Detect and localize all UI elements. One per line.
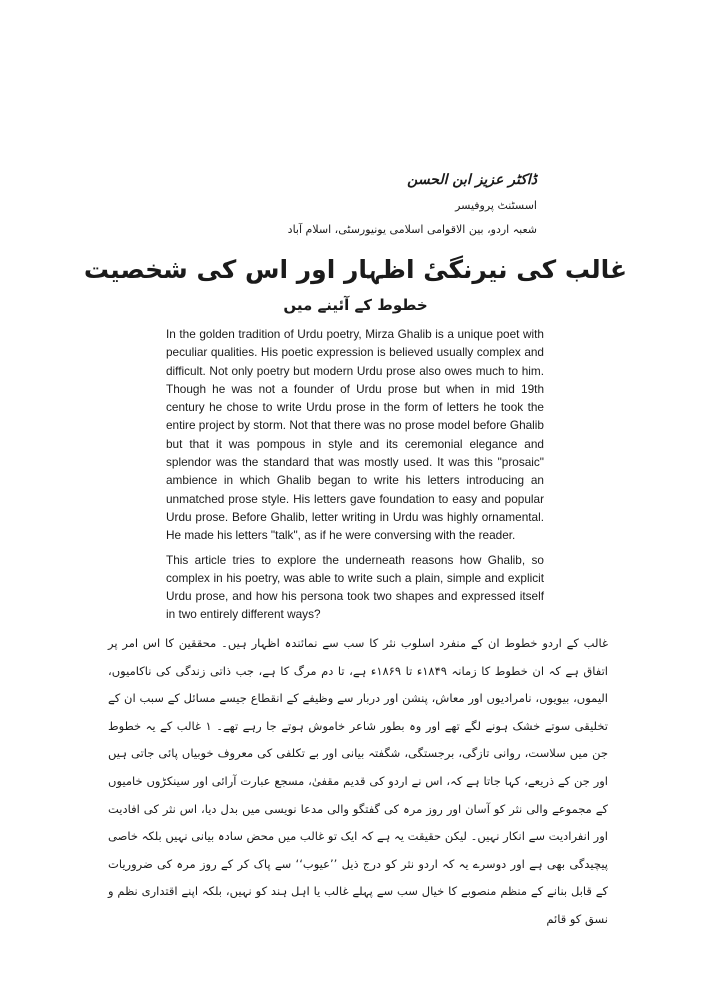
author-role: اسسٹنٹ پروفیسر bbox=[455, 199, 537, 212]
author-block bbox=[288, 170, 537, 238]
abstract-paragraph: This article tries to explore the underneath reasons how Ghalib, so complex in his poetry, was able to write such a plain, simple and explicit Urdu prose, and how his persona took two shapes and expressed itself in two entirely different ways? bbox=[166, 552, 544, 622]
urdu-body-paragraph: غالب کے اردو خطوط ان کے منفرد اسلوب نثر کا سب سے نمائندہ اظہار ہیں۔ محققین کا اس امر پر اتفاق ہے کہ ان خطوط کا زمانہ ۱۸۴۹ء تا ۱۸۶۹ء ہے، تا دم مرگ کا ہے، جب ذاتی زندگی کی ناکامیوں، الیموں، بیویوں، نامرادیوں اور معاش، پنشن اور دربار سے وظیفے کے انقطاع جیسے مسائل کے سبب ان کے تخلیقی سوتے خشک ہونے لگے تھے اور وہ بطور شاعر خاموش ہوتے جا رہے تھے۔ ۱ غالب کے یہ خطوط جن میں سلاست، روانی تازگی، برجستگی، شگفتہ بیانی اور بے تکلفی کی معروف خوبیاں پائی جاتی ہیں اور جن کے ذریعے، کہا جاتا ہے کہ، اس نے اردو کی قدیم مقفیٰ، مسجع عبارت آرائی اور سینکڑوں خامیوں کے مجموعے والی نثر کو آسان اور روز مرہ کی گفتگو والی مدعا نویسی میں بدل دیا، اس نثر کی افادیت اور انفرادیت سے انکار نہیں۔ لیکن حقیقت یہ ہے کہ ایک تو غالب میں محض سادہ بیانی نہیں بلکہ خاصی پیچیدگی بھی ہے اور دوسرے یہ کہ اردو نثر کو درج ذیل ’’عیوب‘‘ سے پاک کر کے روز مرہ کی ضروریات کے قابل بنانے کے منظم منصوبے کا خیال سب سے پہلے غالب یا اہل ہند کو نہیں، بلکہ اپنے اقتداری نظم و نسق کو قائم bbox=[108, 636, 608, 926]
article-title: غالب کی نیرنگیٔ اظہار اور اس کی شخصیت bbox=[83, 255, 628, 284]
english-abstract bbox=[166, 325, 544, 630]
article-subtitle: خطوط کے آئینے میں bbox=[283, 296, 428, 314]
abstract-paragraph: In the golden tradition of Urdu poetry, Mirza Ghalib is a unique poet with peculiar qualities. His poetic expression is believed usually complex and difficult. Not only poetry but modern Urdu prose also owes much to him. Though he was not a founder of Urdu prose but when in mid 19th century he chose to write Urdu prose in the form of letters he took the entire project by storm. Not that there was no prose model before Ghalib but that it was pompous in style and its ceremonial elegance and splendor was the standard that was mostly used. It was this "prosaic" ambience in which Ghalib began to write his letters introducing an unmatched prose style. His letters gave foundation to easy and popular Urdu prose. Before Ghalib, letter writing in Urdu was highly ornamental. He made his letters "talk", as if he were conversing with the reader. bbox=[166, 327, 544, 543]
author-name: ڈاکٹر عزیز ابن الحسن bbox=[407, 172, 537, 188]
author-affiliation: شعبہ اردو، بین الاقوامی اسلامی یونیورسٹی، اسلام آباد bbox=[287, 223, 537, 236]
